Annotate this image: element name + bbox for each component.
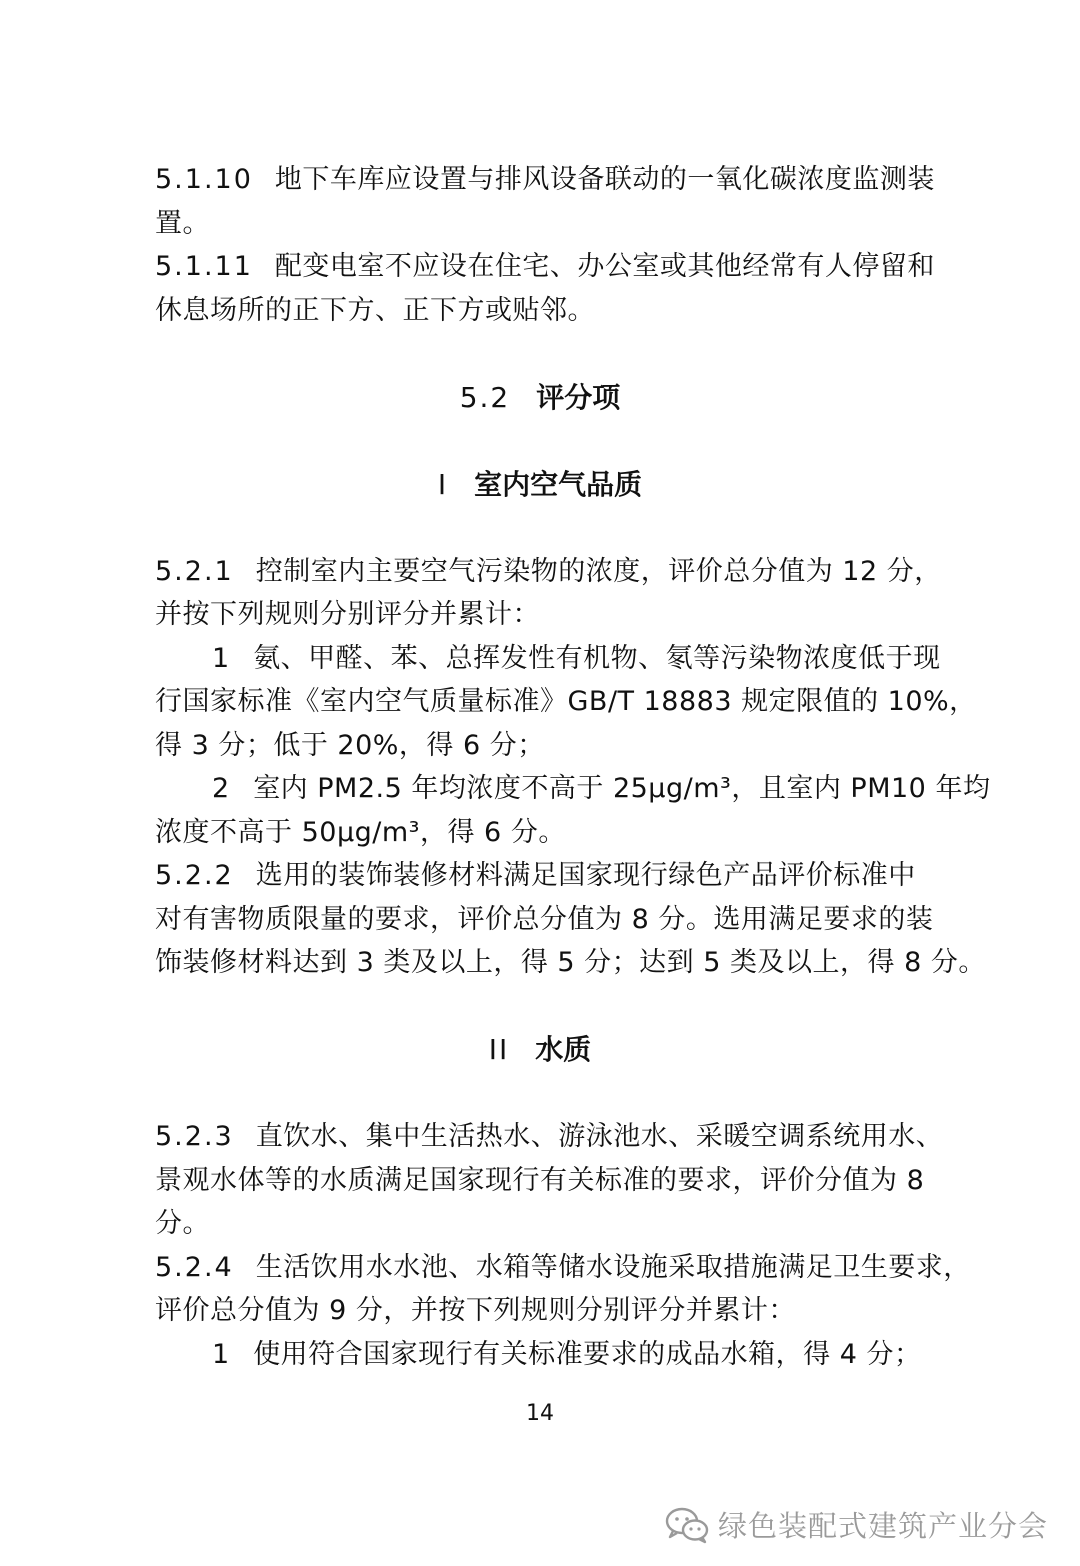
clause-5-2-4-item-1 <box>212 1333 922 1377</box>
clause-5-2-4 <box>155 1246 971 1290</box>
clause-number: 5.2.2 <box>155 860 234 891</box>
clause-text: 控制室内主要空气污染物的浓度，评价总分值为 12 分， <box>255 556 942 587</box>
clause-number: 5.1.11 <box>155 251 253 282</box>
clause-text: 直饮水、集中生活热水、游泳池水、采暖空调系统用水、 <box>255 1121 944 1152</box>
clause-5-2-1-item-1 <box>212 637 941 681</box>
clause-text: 选用的装饰装修材料满足国家现行绿色产品评价标准中 <box>255 860 916 891</box>
clause-number: 5.2.1 <box>155 556 234 587</box>
clause-number: 5.2.3 <box>155 1121 234 1152</box>
subsection-heading-i <box>0 463 1080 507</box>
clause-5-2-1-continued: 并按下列规则分别评分并累计： <box>155 599 540 630</box>
item-number: 2 <box>212 773 232 804</box>
subsection-number: I <box>437 468 449 501</box>
item-text: 氨、甲醛、苯、总挥发性有机物、氡等污染物浓度低于现 <box>253 643 941 674</box>
clause-5-2-1-item-1-continued-1: 行国家标准《室内空气质量标准》GB/T 18883 规定限值的 10%， <box>155 686 977 717</box>
clause-5-1-10 <box>155 158 935 202</box>
item-text: 使用符合国家现行有关标准要求的成品水箱，得 4 分； <box>253 1339 922 1370</box>
clause-5-1-11 <box>155 245 935 289</box>
subsection-title: 水质 <box>535 1033 592 1066</box>
clause-5-2-4-continued: 评价总分值为 9 分，并按下列规则分别评分并累计： <box>155 1295 796 1326</box>
clause-5-1-10-continued: 置。 <box>155 208 210 239</box>
section-title: 评分项 <box>536 381 621 414</box>
watermark-text: 绿色装配式建筑产业分会 <box>717 1509 1048 1543</box>
subsection-number: II <box>488 1033 510 1066</box>
clause-text: 配变电室不应设在住宅、办公室或其他经常有人停留和 <box>274 251 935 282</box>
item-number: 1 <box>212 643 232 674</box>
page-number: 14 <box>526 1401 554 1426</box>
clause-5-2-2-continued-2: 饰装修材料达到 3 类及以上，得 5 分；达到 5 类及以上，得 8 分。 <box>155 947 986 978</box>
item-text: 室内 PM2.5 年均浓度不高于 25μg/m³，且室内 PM10 年均 <box>253 773 991 804</box>
item-number: 1 <box>212 1339 232 1370</box>
section-number: 5.2 <box>459 381 511 414</box>
wechat-icon <box>664 1506 710 1544</box>
clause-5-2-1-item-2-continued: 浓度不高于 50μg/m³，得 6 分。 <box>155 817 566 848</box>
clause-text: 生活饮用水水池、水箱等储水设施采取措施满足卫生要求， <box>255 1252 971 1283</box>
clause-5-2-2 <box>155 854 916 898</box>
clause-text: 地下车库应设置与排风设备联动的一氧化碳浓度监测装 <box>274 164 935 195</box>
watermark <box>664 1504 1048 1545</box>
clause-number: 5.2.4 <box>155 1252 234 1283</box>
clause-5-2-1-item-1-continued-2: 得 3 分；低于 20%，得 6 分； <box>155 730 545 761</box>
clause-number: 5.1.10 <box>155 164 253 195</box>
clause-5-2-1 <box>155 550 942 594</box>
clause-5-2-2-continued-1: 对有害物质限量的要求，评价总分值为 8 分。选用满足要求的装 <box>155 904 934 935</box>
subsection-title: 室内空气品质 <box>474 468 643 501</box>
section-heading-5-2 <box>0 376 1080 420</box>
clause-5-2-3-continued-2: 分。 <box>155 1208 210 1239</box>
clause-5-1-11-continued: 休息场所的正下方、正下方或贴邻。 <box>155 295 595 326</box>
clause-5-2-3 <box>155 1115 943 1159</box>
clause-5-2-1-item-2 <box>212 767 990 811</box>
subsection-heading-ii <box>0 1028 1080 1072</box>
clause-5-2-3-continued-1: 景观水体等的水质满足国家现行有关标准的要求，评价分值为 8 <box>155 1165 925 1196</box>
